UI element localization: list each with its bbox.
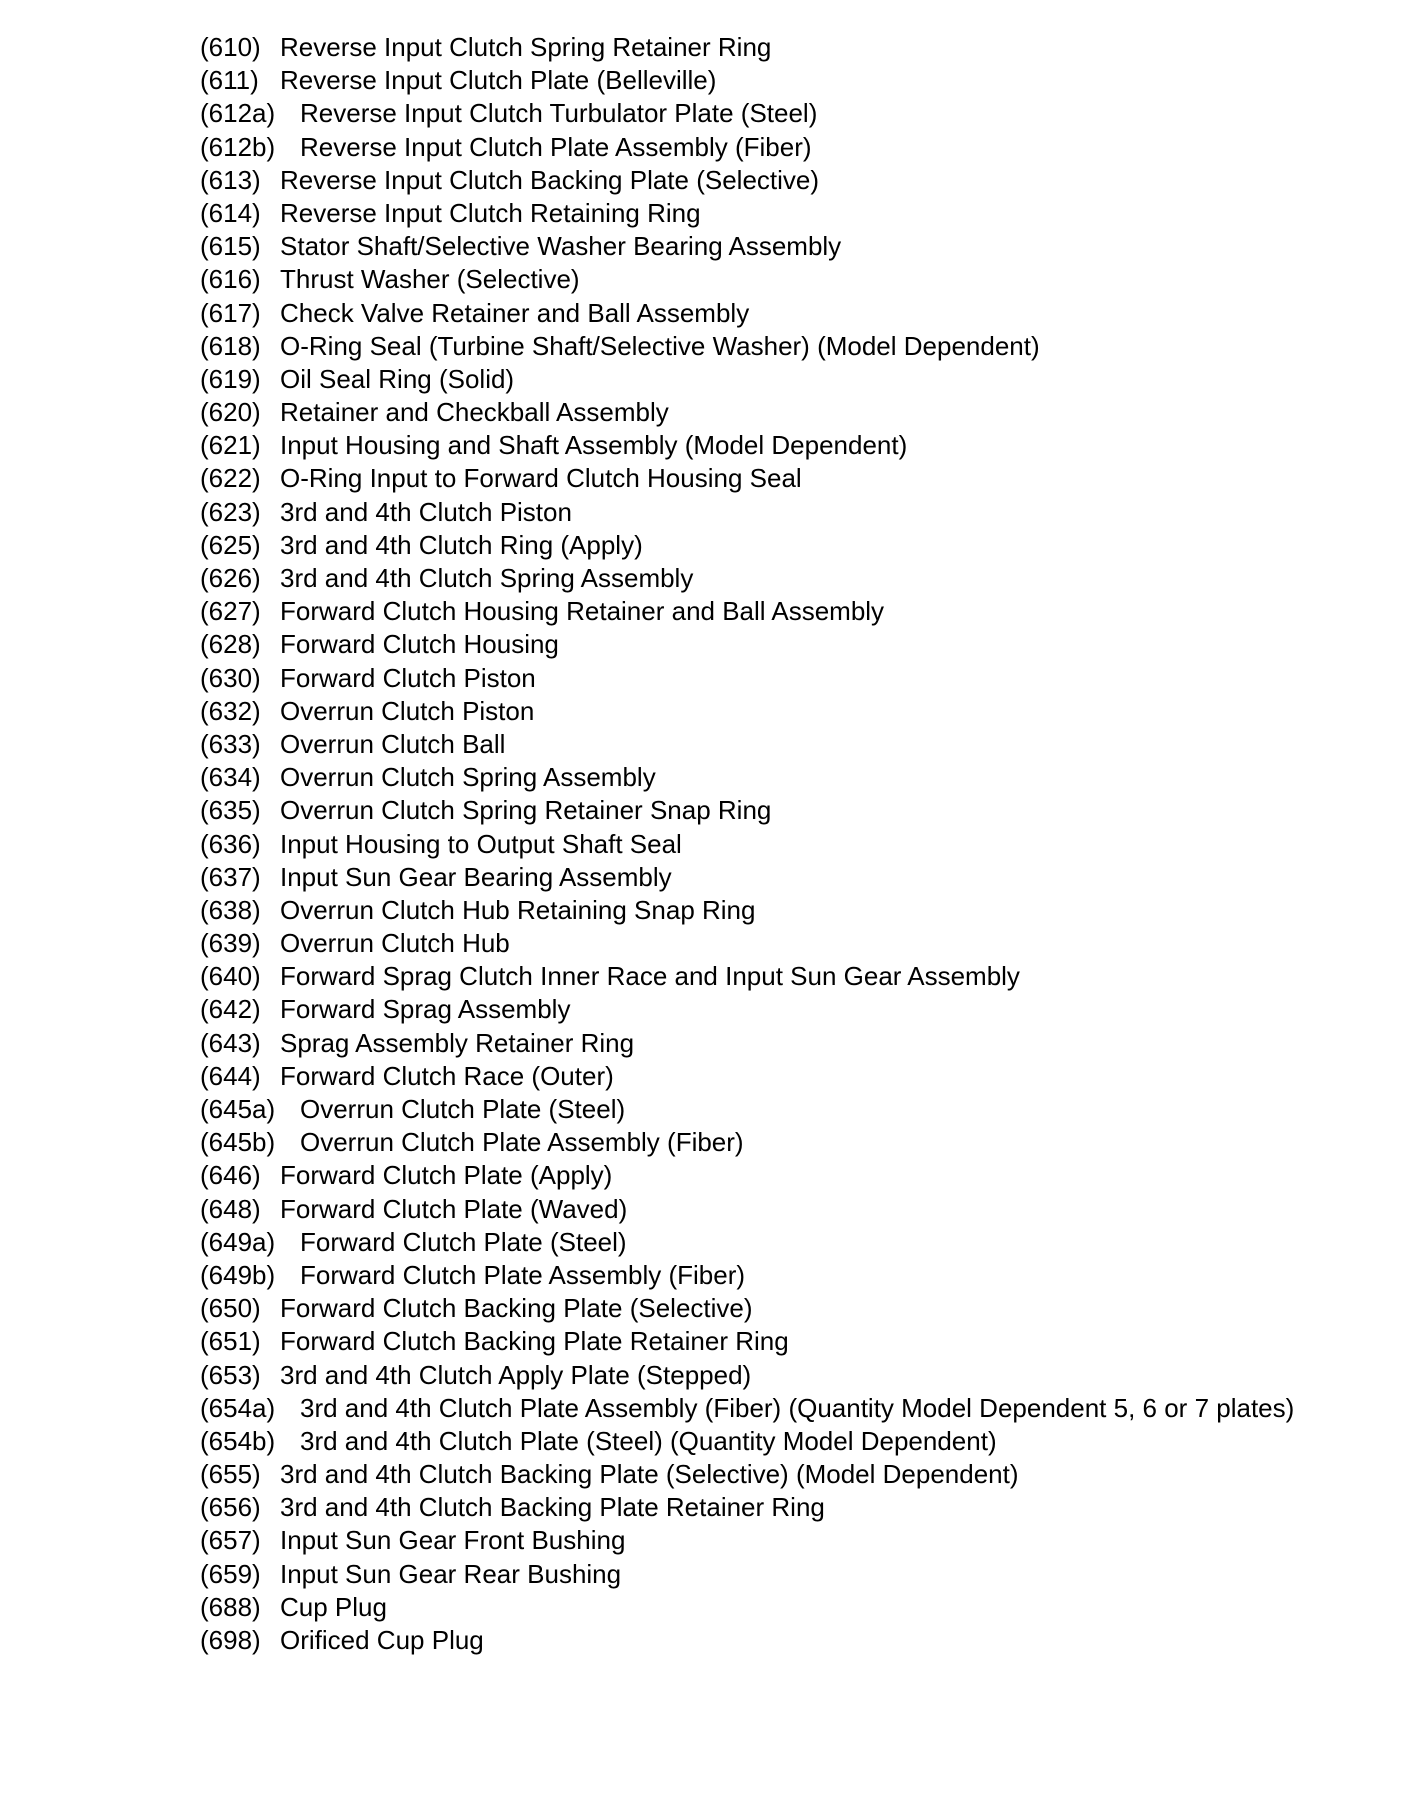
part-number: (643) <box>200 1027 261 1058</box>
part-number: (614) <box>200 197 261 228</box>
list-item <box>200 1259 1294 1292</box>
list-item <box>200 1292 1294 1325</box>
part-number: (642) <box>200 994 261 1025</box>
parts-list <box>200 31 1294 1657</box>
list-item <box>200 1226 1294 1259</box>
list-item <box>200 662 1294 695</box>
part-number: (649a) <box>200 1226 276 1257</box>
part-description: Oil Seal Ring (Solid) <box>280 363 515 394</box>
part-description: Forward Clutch Plate (Waved) <box>280 1193 628 1224</box>
part-number: (618) <box>200 330 261 361</box>
part-description: Forward Sprag Assembly <box>280 994 571 1025</box>
part-number: (653) <box>200 1359 261 1390</box>
part-number: (615) <box>200 231 261 262</box>
part-description: Cup Plug <box>280 1591 387 1622</box>
part-number: (630) <box>200 662 261 693</box>
list-item <box>200 1425 1294 1458</box>
list-item <box>200 297 1294 330</box>
list-item <box>200 728 1294 761</box>
part-number: (648) <box>200 1193 261 1224</box>
part-number: (617) <box>200 297 261 328</box>
part-description: Reverse Input Clutch Turbulator Plate (Steel) <box>300 98 818 129</box>
part-description: Overrun Clutch Spring Retainer Snap Ring <box>280 795 772 826</box>
list-item <box>200 197 1294 230</box>
part-description: Forward Clutch Plate (Steel) <box>300 1226 627 1257</box>
part-description: Thrust Washer (Selective) <box>280 264 580 295</box>
part-description: 3rd and 4th Clutch Backing Plate (Selective) (Model Dependent) <box>280 1459 1019 1490</box>
part-number: (620) <box>200 397 261 428</box>
part-description: Reverse Input Clutch Retaining Ring <box>280 197 701 228</box>
part-description: 3rd and 4th Clutch Apply Plate (Stepped) <box>280 1359 752 1390</box>
part-number: (655) <box>200 1459 261 1490</box>
part-number: (637) <box>200 861 261 892</box>
list-item <box>200 429 1294 462</box>
part-description: Overrun Clutch Plate Assembly (Fiber) <box>300 1127 744 1158</box>
part-description: Forward Clutch Housing <box>280 629 559 660</box>
part-number: (688) <box>200 1591 261 1622</box>
list-item <box>200 496 1294 529</box>
part-number: (612b) <box>200 131 276 162</box>
part-description: Forward Clutch Race (Outer) <box>280 1060 614 1091</box>
list-item <box>200 64 1294 97</box>
list-item <box>200 1126 1294 1159</box>
part-description: Input Housing and Shaft Assembly (Model Dependent) <box>280 430 908 461</box>
list-item <box>200 1524 1294 1557</box>
part-description: O-Ring Seal (Turbine Shaft/Selective Washer) (Model Dependent) <box>280 330 1040 361</box>
list-item <box>200 894 1294 927</box>
part-number: (657) <box>200 1525 261 1556</box>
part-number: (654a) <box>200 1392 276 1423</box>
part-description: 3rd and 4th Clutch Spring Assembly <box>280 563 694 593</box>
part-number: (698) <box>200 1625 261 1655</box>
part-description: Overrun Clutch Spring Assembly <box>280 762 656 793</box>
part-number: (639) <box>200 928 261 959</box>
part-description: Input Sun Gear Rear Bushing <box>280 1558 622 1589</box>
part-description: Overrun Clutch Plate (Steel) <box>300 1094 626 1124</box>
list-item <box>200 993 1294 1026</box>
list-item <box>200 31 1294 64</box>
list-item <box>200 1392 1294 1425</box>
part-description: Retainer and Checkball Assembly <box>280 397 669 428</box>
part-description: Reverse Input Clutch Backing Plate (Selective) <box>280 164 820 195</box>
part-number: (616) <box>200 264 261 295</box>
part-description: Overrun Clutch Hub Retaining Snap Ring <box>280 894 756 925</box>
part-description: Forward Clutch Backing Plate (Selective) <box>280 1293 753 1324</box>
part-number: (656) <box>200 1492 261 1523</box>
part-number: (646) <box>200 1160 261 1191</box>
part-description: Forward Clutch Backing Plate Retainer Ring <box>280 1326 789 1357</box>
part-number: (613) <box>200 164 261 195</box>
part-number: (659) <box>200 1558 261 1589</box>
part-number: (645b) <box>200 1127 276 1158</box>
part-number: (654b) <box>200 1425 276 1456</box>
list-item <box>200 1458 1294 1491</box>
list-item <box>200 695 1294 728</box>
part-description: Forward Sprag Clutch Inner Race and Input Sun Gear Assembly <box>280 961 1020 992</box>
part-number: (626) <box>200 563 261 593</box>
part-description: O-Ring Input to Forward Clutch Housing Seal <box>280 463 802 494</box>
list-item <box>200 396 1294 429</box>
list-item <box>200 1060 1294 1093</box>
part-number: (612a) <box>200 98 276 129</box>
list-item <box>200 828 1294 861</box>
part-number: (644) <box>200 1060 261 1091</box>
list-item <box>200 1624 1294 1657</box>
part-description: Forward Clutch Plate (Apply) <box>280 1160 613 1191</box>
list-item <box>200 927 1294 960</box>
part-description: Reverse Input Clutch Spring Retainer Ring <box>280 32 772 62</box>
part-number: (634) <box>200 762 261 793</box>
list-item <box>200 1193 1294 1226</box>
list-item <box>200 1093 1294 1126</box>
part-number: (645a) <box>200 1094 276 1124</box>
list-item <box>200 1325 1294 1358</box>
list-item <box>200 960 1294 993</box>
part-description: Stator Shaft/Selective Washer Bearing Assembly <box>280 231 842 262</box>
part-description: 3rd and 4th Clutch Backing Plate Retainer Ring <box>280 1492 825 1523</box>
part-description: 3rd and 4th Clutch Piston <box>280 496 572 527</box>
part-description: 3rd and 4th Clutch Ring (Apply) <box>280 529 643 560</box>
part-description: Overrun Clutch Ball <box>280 728 506 759</box>
list-item <box>200 1027 1294 1060</box>
list-item <box>200 861 1294 894</box>
list-item <box>200 1159 1294 1192</box>
part-description: Reverse Input Clutch Plate (Belleville) <box>280 65 717 96</box>
part-description: Input Housing to Output Shaft Seal <box>280 828 682 859</box>
list-item <box>200 1591 1294 1624</box>
part-number: (611) <box>200 65 259 96</box>
list-item <box>200 1558 1294 1591</box>
part-description: Input Sun Gear Front Bushing <box>280 1525 626 1556</box>
part-description: Forward Clutch Housing Retainer and Ball Assembly <box>280 596 885 627</box>
part-number: (627) <box>200 596 261 627</box>
list-item <box>200 562 1294 595</box>
part-description: Orificed Cup Plug <box>280 1625 484 1655</box>
list-item <box>200 761 1294 794</box>
list-item <box>200 363 1294 396</box>
part-number: (621) <box>200 430 261 461</box>
part-number: (633) <box>200 728 261 759</box>
list-item <box>200 462 1294 495</box>
part-description: Sprag Assembly Retainer Ring <box>280 1027 635 1058</box>
list-item <box>200 529 1294 562</box>
part-number: (632) <box>200 695 261 726</box>
part-description: Check Valve Retainer and Ball Assembly <box>280 297 750 328</box>
list-item <box>200 263 1294 296</box>
part-description: Reverse Input Clutch Plate Assembly (Fiber) <box>300 131 812 162</box>
list-item <box>200 628 1294 661</box>
part-description: Forward Clutch Plate Assembly (Fiber) <box>300 1259 746 1290</box>
part-number: (610) <box>200 32 261 62</box>
list-item <box>200 97 1294 130</box>
part-number: (650) <box>200 1293 261 1324</box>
list-item <box>200 164 1294 197</box>
list-item <box>200 330 1294 363</box>
list-item <box>200 595 1294 628</box>
list-item <box>200 1359 1294 1392</box>
part-description: 3rd and 4th Clutch Plate (Steel) (Quantity Model Dependent) <box>300 1425 997 1456</box>
part-description: 3rd and 4th Clutch Plate Assembly (Fiber) (Quantity Model Dependent 5, 6 or 7 plates) <box>300 1392 1295 1423</box>
part-number: (651) <box>200 1326 261 1357</box>
list-item <box>200 131 1294 164</box>
part-number: (628) <box>200 629 261 660</box>
part-number: (636) <box>200 828 261 859</box>
part-number: (623) <box>200 496 261 527</box>
part-description: Overrun Clutch Hub <box>280 928 510 959</box>
part-description: Input Sun Gear Bearing Assembly <box>280 861 672 892</box>
list-item <box>200 230 1294 263</box>
part-number: (640) <box>200 961 261 992</box>
list-item <box>200 1491 1294 1524</box>
part-description: Forward Clutch Piston <box>280 662 536 693</box>
part-number: (649b) <box>200 1259 276 1290</box>
part-number: (638) <box>200 894 261 925</box>
part-number: (635) <box>200 795 261 826</box>
part-number: (622) <box>200 463 261 494</box>
part-number: (625) <box>200 529 261 560</box>
part-number: (619) <box>200 363 261 394</box>
part-description: Overrun Clutch Piston <box>280 695 535 726</box>
list-item <box>200 794 1294 827</box>
